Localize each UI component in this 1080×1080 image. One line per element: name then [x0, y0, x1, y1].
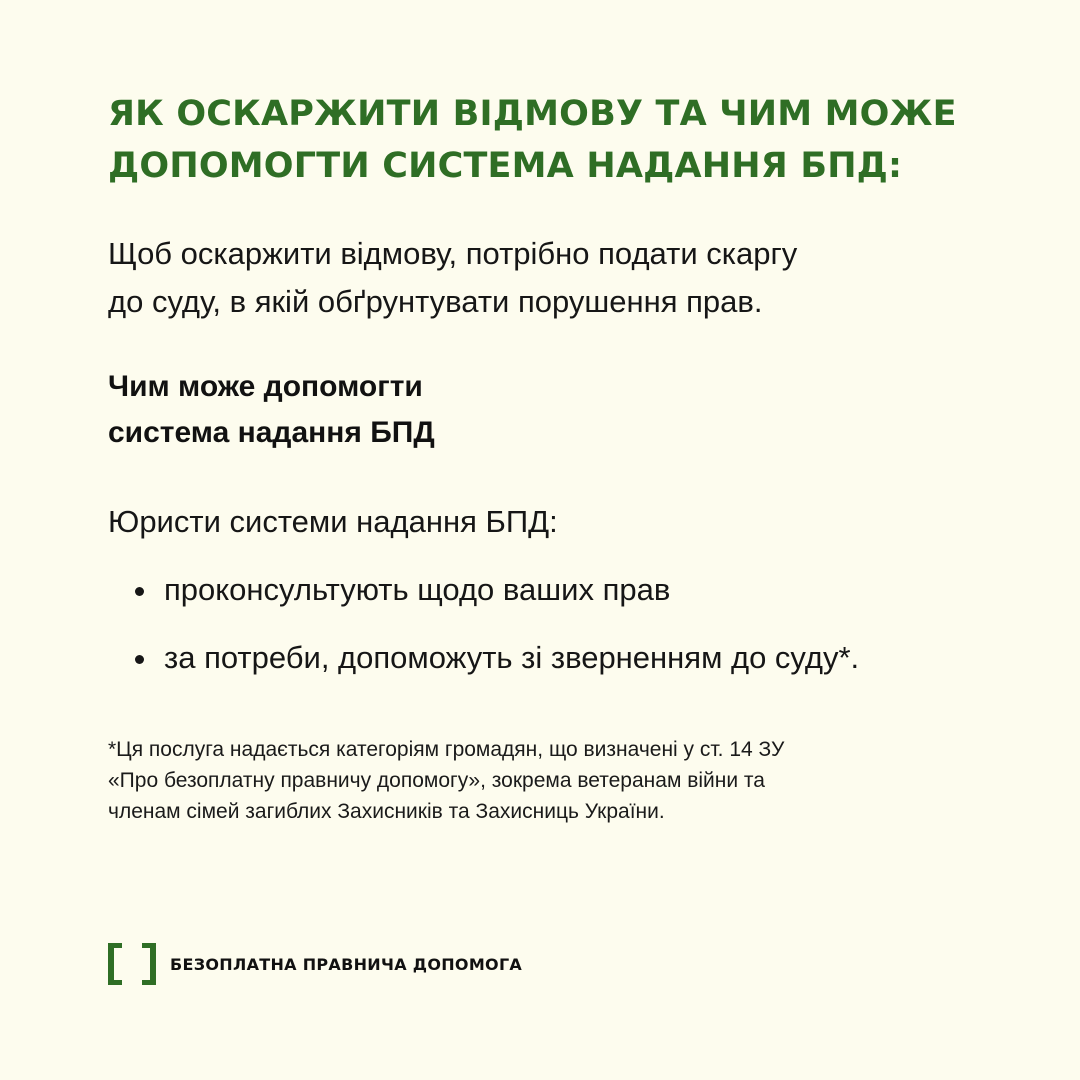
- lawyers-lead: Юристи системи надання БПД:: [108, 504, 558, 539]
- page-title-line-2: ДОПОМОГТИ СИСТЕМА НАДАННЯ БПД:: [108, 146, 903, 186]
- footnote: [108, 734, 784, 827]
- page-title: [108, 88, 988, 192]
- list-item: [108, 634, 859, 682]
- intro-paragraph: [108, 230, 797, 326]
- brackets-logo-icon: [108, 943, 156, 985]
- bullet-icon: [135, 587, 144, 596]
- list-item: [108, 566, 859, 614]
- bullet-icon: [135, 655, 144, 664]
- subheading-line-2: система надання БПД: [108, 416, 435, 449]
- list-item-text: проконсультують щодо ваших прав: [164, 572, 671, 607]
- subheading-line-1: Чим може допомогти: [108, 370, 423, 403]
- brand-name: БЕЗОПЛАТНА ПРАВНИЧА ДОПОМОГА: [170, 954, 523, 974]
- page-title-line-1: ЯК ОСКАРЖИТИ ВІДМОВУ ТА ЧИМ МОЖЕ: [108, 94, 957, 134]
- footnote-line-1: *Ця послуга надається категоріям громадян, що визначені у ст. 14 ЗУ: [108, 738, 785, 761]
- intro-line-1: Щоб оскаржити відмову, потрібно подати скаргу: [108, 236, 798, 271]
- intro-line-2: до суду, в якій обґрунтувати порушення прав.: [108, 284, 763, 319]
- footnote-line-2: «Про безоплатну правничу допомогу», зокрема ветеранам війни та: [108, 769, 765, 792]
- brand-logo: [108, 942, 522, 986]
- services-list: [108, 566, 859, 702]
- page: [108, 0, 1008, 1080]
- section-subheading: [108, 364, 435, 456]
- list-item-text: за потреби, допоможуть зі зверненням до суду*.: [164, 640, 860, 675]
- footnote-line-3: членам сімей загиблих Захисників та Захисниць України.: [108, 800, 665, 823]
